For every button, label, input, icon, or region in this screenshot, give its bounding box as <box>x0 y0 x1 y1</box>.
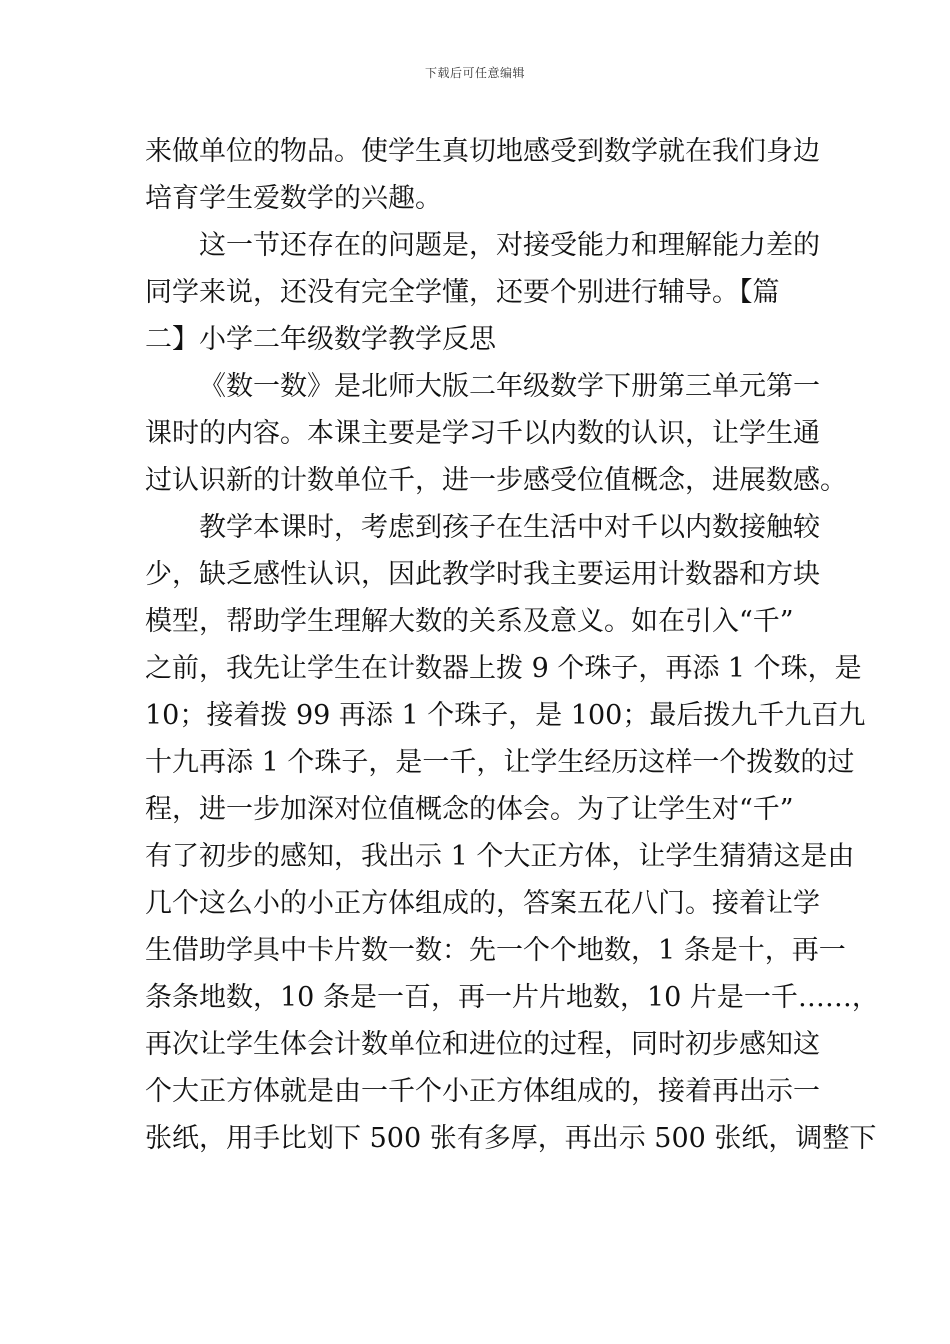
document-body <box>145 128 879 1162</box>
text-line: 二】小学二年级数学教学反思 <box>145 324 496 355</box>
page-header: 下载后可任意编辑 <box>424 66 525 80</box>
text-line: 有了初步的感知，我出示 1 个大正方体，让学生猜猜这是由 <box>145 841 855 872</box>
text-line: 培育学生爱数学的兴趣。 <box>145 183 442 214</box>
text-line: 再次让学生体会计数单位和进位的过程，同时初步感知这 <box>145 1029 820 1060</box>
text-line: 十九再添 1 个珠子，是一千，让学生经历这样一个拨数的过 <box>145 747 855 778</box>
text-line: 程，进一步加深对位值概念的体会。为了让学生对“千” <box>145 794 794 825</box>
text-line: 模型，帮助学生理解大数的关系及意义。如在引入“千” <box>145 606 794 637</box>
text-line: 之前，我先让学生在计数器上拨 9 个珠子，再添 1 个珠，是 <box>145 653 862 684</box>
text-line: 《数一数》是北师大版二年级数学下册第三单元第一 <box>199 371 820 402</box>
text-line: 来做单位的物品。使学生真切地感受到数学就在我们身边 <box>145 136 820 167</box>
text-line: 这一节还存在的问题是，对接受能力和理解能力差的 <box>199 230 820 261</box>
text-line: 条条地数，10 条是一百，再一片片地数，10 片是一千……， <box>145 982 879 1013</box>
text-line: 同学来说，还没有完全学懂，还要个别进行辅导。【篇 <box>145 277 780 308</box>
text-line: 教学本课时，考虑到孩子在生活中对千以内数接触较 <box>199 512 820 543</box>
text-line: 张纸，用手比划下 500 张有多厚，再出示 500 张纸，调整下 <box>145 1123 877 1154</box>
text-line: 课时的内容。本课主要是学习千以内数的认识，让学生通 <box>145 418 820 449</box>
text-line: 生借助学具中卡片数一数：先一个个地数，1 条是十，再一 <box>145 935 846 966</box>
text-line: 10；接着拨 99 再添 1 个珠子，是 100；最后拨九千九百九 <box>145 700 866 731</box>
text-line: 过认识新的计数单位千，进一步感受位值概念，进展数感。 <box>145 465 847 496</box>
text-line: 个大正方体就是由一千个小正方体组成的，接着再出示一 <box>145 1076 820 1107</box>
text-line: 少，缺乏感性认识，因此教学时我主要运用计数器和方块 <box>145 559 820 590</box>
text-line: 几个这么小的小正方体组成的，答案五花八门。接着让学 <box>145 888 820 919</box>
